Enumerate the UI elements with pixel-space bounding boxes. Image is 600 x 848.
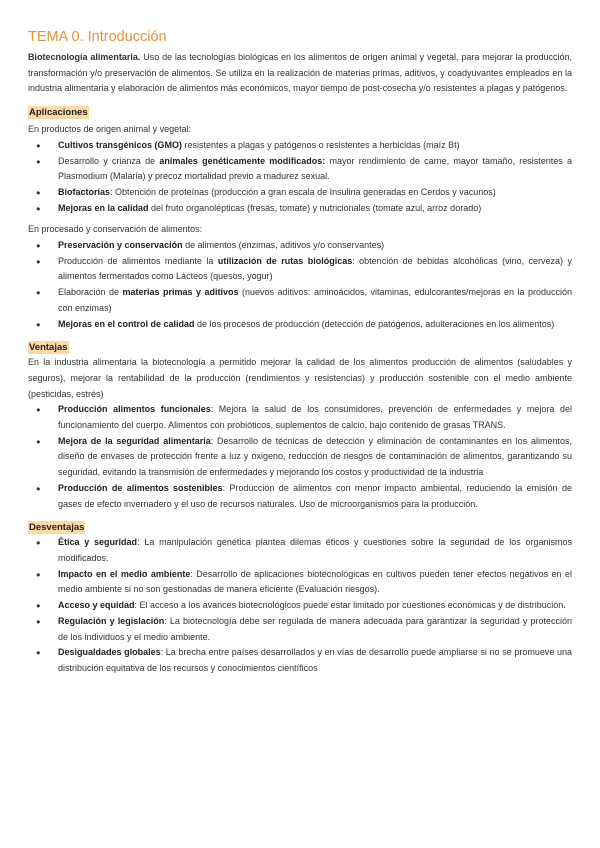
list-item-post: (nuevos aditivos: aminoácidos, vitaminas, edulcorantes/mejoras en la producción con enzimas) xyxy=(58,287,572,313)
list-item-bold: Impacto en el medio ambiente xyxy=(58,568,191,579)
list-item xyxy=(28,317,572,333)
list-item-post: : Obtención de proteínas (producción a gran escala de Insulina generadas en Cerdos y vacunos) xyxy=(110,186,496,197)
list-item-post: resistentes a plagas y patógenos o resistentes a herbicidas (maíz Bt) xyxy=(182,139,460,150)
list-item-bold: utilización de rutas biológicas xyxy=(217,255,353,266)
page-title: TEMA 0. Introducción xyxy=(28,29,167,45)
list-item-bold: Desigualdades globales xyxy=(58,647,161,658)
list-item-bold: Mejora de la seguridad alimentaria xyxy=(58,435,211,446)
desventajas-list xyxy=(28,535,572,676)
list-item-post: de alimentos (enzimas, aditivos y/o conservantes) xyxy=(182,240,385,251)
list-item-bold: Mejoras en el control de calidad xyxy=(58,318,195,329)
intro-text: Uso de las tecnologías biológicas en los alimentos de origen animal y vegetal, para mejorar la producción, transformación y/o preservación de alimentos. Se utiliza en la realización de materias primas, aditivos, y coadyuvantes empleados en la industria alimentaria y elaboración de alimentos más económicos, mayor tiempo de post-cosecha y/o resistentes a plagas y patógenos. xyxy=(28,52,572,94)
aplicaciones-heading: Aplicaciones xyxy=(29,107,88,119)
list-item-bold: Producción alimentos funcionales xyxy=(58,404,211,415)
list-item-post: : Desarrollo de técnicas de detección y eliminación de contaminantes en los alimentos, diseño de envases de protección frente a luz y oxigeno, reducción de riesgos de contaminación de alimentos, garantizando su seguridad, evitando la transmisión de enfermedades y mejorando los costos y productividad de la industria xyxy=(58,435,572,478)
list-item xyxy=(28,434,572,481)
list-item-bold: Regulación y legislación xyxy=(58,615,165,626)
list-item xyxy=(28,402,572,433)
ventajas-lead: En la industria alimentaria la biotecnología a permitido mejorar la calidad de los alimentos producción de alimentos (saludables y seguros), mejorar la rentabilidad de la producción (rendimientos y resistencias) y producción sostenible con el medio ambiente (pesticidas, estrés) xyxy=(28,357,572,399)
list-item-bold: Acceso y equidad xyxy=(58,600,135,611)
list-item xyxy=(28,614,572,645)
list-item-post: : Producción de alimentos con menor impacto ambiental, reduciendo la emisión de gases de efecto invernadero y el uso de recursos naturales. Uso de microorganismos para la producción. xyxy=(58,482,572,509)
list-item-post: del fruto organolépticas (fresas, tomate) y nutricionales (tomate azul, arroz dorado) xyxy=(148,202,482,213)
list-item-post: mayor rendimiento de carne, mayor tamaño, resistentes a Plasmodium (Malaria) y precoz mortalidad previo a madurez sexual. xyxy=(58,155,572,182)
list-item-bold: animales genéticamente modificados: xyxy=(159,155,326,166)
list-item-post: : Mejora la salud de los consumidores, prevención de enfermedades y mejora del funcionamiento del cuerpo. Alimentos con probióticos, suplementos de calcio, bajo contenido de grasas TRANS. xyxy=(58,404,572,431)
list-item-post: : La brecha entre países desarrollados y en vías de desarrollo puede ampliarse si no se promueve una distribución equitativa de los recursos y conocimientos científicos xyxy=(58,647,572,673)
list-item-bold: Producción de alimentos sostenibles xyxy=(58,482,223,493)
desventajas-heading: Desventajas xyxy=(29,522,85,534)
list-item-pre: Elaboración de xyxy=(58,287,123,298)
list-item-post: : La biotecnología debe ser regulada de manera adecuada para garantizar la seguridad y protección de los individuos y el medio ambiente. xyxy=(58,615,572,642)
list-item xyxy=(28,285,572,316)
list-item xyxy=(28,185,572,201)
list-item-post: : obtención de bebidas alcohólicas (vino, cerveza) y alimentos fermentados como Lácteos (quesos, yogur) xyxy=(58,255,572,282)
list-item xyxy=(28,481,572,512)
list-item-pre: Desarrollo y crianza de xyxy=(58,155,160,166)
list-item-bold: Preservación y conservación xyxy=(58,240,183,251)
list-item xyxy=(28,154,572,185)
list-item-pre: Producción de alimentos mediante la xyxy=(58,255,218,266)
list-item xyxy=(28,201,572,217)
ventajas-list xyxy=(28,402,572,512)
list-item xyxy=(28,645,572,676)
list-item-post: : El acceso a los avances biotecnológicos puede estar limitado por cuestiones económicas y de distribución. xyxy=(134,600,566,611)
aplicaciones-group2-lead: En procesado y conservación de alimentos: xyxy=(28,224,203,235)
aplicaciones-group1-list xyxy=(28,138,572,217)
list-item-bold: Mejoras en la calidad xyxy=(58,202,149,213)
aplicaciones-group2-list xyxy=(28,238,572,332)
list-item xyxy=(28,535,572,566)
list-item xyxy=(28,598,572,614)
list-item-post: : La manipulación genética plantea dilemas éticos y cuestiones sobre la seguridad de los organismos modificados. xyxy=(58,537,572,563)
ventajas-heading: Ventajas xyxy=(29,342,68,354)
intro-term: Biotecnología alimentaria. xyxy=(28,52,141,62)
list-item xyxy=(28,254,572,285)
aplicaciones-group1-lead: En productos de origen animal y vegetal: xyxy=(28,124,192,135)
list-item-bold: Ética y seguridad xyxy=(58,537,138,548)
list-item xyxy=(28,138,572,154)
list-item-bold: materias primas y aditivos xyxy=(122,287,239,298)
list-item xyxy=(28,567,572,598)
list-item-post: : Desarrollo de aplicaciones biotecnológicas en cultivos pueden tener efectos negativos en el medio ambiente si no son gestionadas de manera eficiente (Evaluación riesgos). xyxy=(58,568,572,595)
list-item-bold: Biofactorías xyxy=(58,186,111,197)
list-item-post: de los procesos de producción (detección de patógenos, adulteraciones en los alimentos) xyxy=(194,318,555,329)
intro-paragraph xyxy=(28,50,572,97)
list-item xyxy=(28,238,572,254)
list-item-bold: Cultivos transgénicos (GMO) xyxy=(58,139,183,150)
